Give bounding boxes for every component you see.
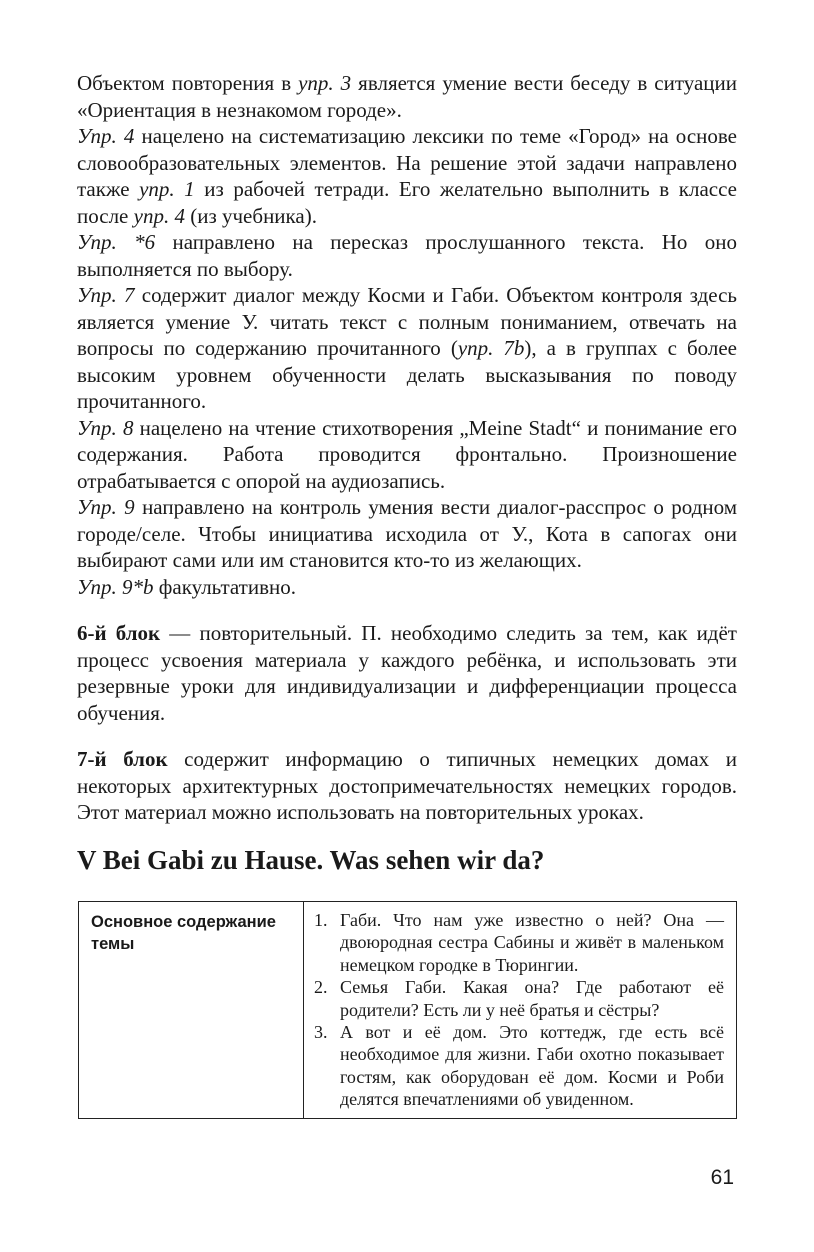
- paragraph: [77, 229, 737, 282]
- item-text: Габи. Что нам уже известно о ней? Она — двоюродная сестра Сабины и живёт в маленьком немецком городке в Тюрингии.: [340, 910, 724, 975]
- block-heading: 6-й блок: [77, 621, 161, 645]
- item-text: А вот и её дом. Это коттедж, где есть всё необходимое для жизни. Габи охотно показывает гостям, как оборудован её дом. Косми и Роби делятся впечатлениями об увиденном.: [340, 1022, 724, 1110]
- paragraph: [77, 620, 737, 726]
- exercise-ref: упр. 1: [139, 177, 195, 201]
- text-run: Объектом повторения в: [77, 71, 299, 95]
- exercise-ref: упр. 7b: [457, 336, 525, 360]
- table-content: [304, 902, 737, 1119]
- section-title: V Bei Gabi zu Hause. Was sehen wir da?: [77, 845, 545, 875]
- text-run: из рабочей тетради. Его желательно выполнить в классе после: [77, 177, 737, 228]
- text-run: нацелено на чтение стихотворения „Meine Stadt“ и понимание его содержания. Работа проводится фронтально. Произношение отрабатывается с опорой на аудиозапись.: [77, 415, 738, 493]
- body-text: [77, 70, 737, 826]
- exercise-ref: Упр. 8: [77, 415, 134, 440]
- paragraph-gap: [77, 726, 737, 746]
- text-run: ), а в группах с более высоким уровнем обученности делать высказывания по поводу прочитанного.: [77, 336, 737, 413]
- text-run: — повторительный. П. необходимо следить за тем, как идёт процесс усвоения материала у каждого ребёнка, и использовать эти резервные уроки для индивидуализации и дифференциации процесса обучения.: [77, 621, 737, 725]
- text-run: содержит диалог между Косми и Габи. Объектом контроля здесь является умение У. читать текст с полным пониманием, отвечать на вопросы по содержанию прочитанного (: [77, 283, 737, 360]
- exercise-ref: Упр. 7: [77, 283, 135, 307]
- paragraph: [77, 282, 737, 415]
- topic-table: [78, 901, 737, 1119]
- paragraph: [77, 746, 737, 826]
- paragraph: [77, 123, 737, 229]
- paragraph: [77, 494, 737, 574]
- exercise-ref: Упр. 9: [77, 495, 135, 519]
- list-item: [314, 976, 724, 1021]
- exercise-ref: упр. 3: [298, 71, 352, 95]
- item-text: Семья Габи. Какая она? Где работают её родители? Есть ли у неё братья и сёстры?: [340, 977, 724, 1020]
- list-item: [314, 1021, 724, 1111]
- exercise-ref: Упр. *6: [77, 230, 156, 254]
- exercise-ref: Упр. 9*b: [77, 574, 154, 599]
- block-heading: 7-й блок: [77, 747, 168, 771]
- text-run: (из учебника).: [184, 203, 317, 228]
- text-run: направлено на контроль умения вести диалог-расспрос о родном городе/селе. Чтобы инициатива исходила от У., Кота в сапогах они выбирают сами или им становится кто-то из желающих.: [77, 495, 738, 572]
- paragraph: [77, 415, 737, 495]
- text-run: содержит информацию о типичных немецких домах и некоторых архитектурных достопримечательностях немецких городов. Этот материал можно использовать на повторительных уроках.: [77, 747, 737, 824]
- item-number: 3.: [314, 1022, 328, 1043]
- item-number: 2.: [314, 977, 328, 998]
- table-label: Основное содержание темы: [79, 902, 304, 1119]
- list-item: [314, 909, 724, 976]
- text-run: является умение вести беседу в ситуации «Ориентация в незнакомом городе».: [77, 71, 737, 122]
- exercise-ref: упр. 4: [133, 203, 185, 228]
- item-number: 1.: [314, 910, 328, 930]
- text-run: направлено на пересказ прослушанного текста. Но оно выполняется по выбору.: [77, 230, 737, 281]
- paragraph: [77, 574, 737, 601]
- text-run: факультативно.: [153, 574, 296, 599]
- paragraph: [77, 70, 737, 123]
- exercise-ref: Упр. 4: [77, 124, 135, 148]
- page-number: 61: [710, 1166, 734, 1189]
- paragraph-gap: [77, 600, 737, 620]
- text-run: нацелено на систематизацию лексики по теме «Город» на основе словообразовательных элементов. На решение этой задачи направлено также: [77, 124, 738, 201]
